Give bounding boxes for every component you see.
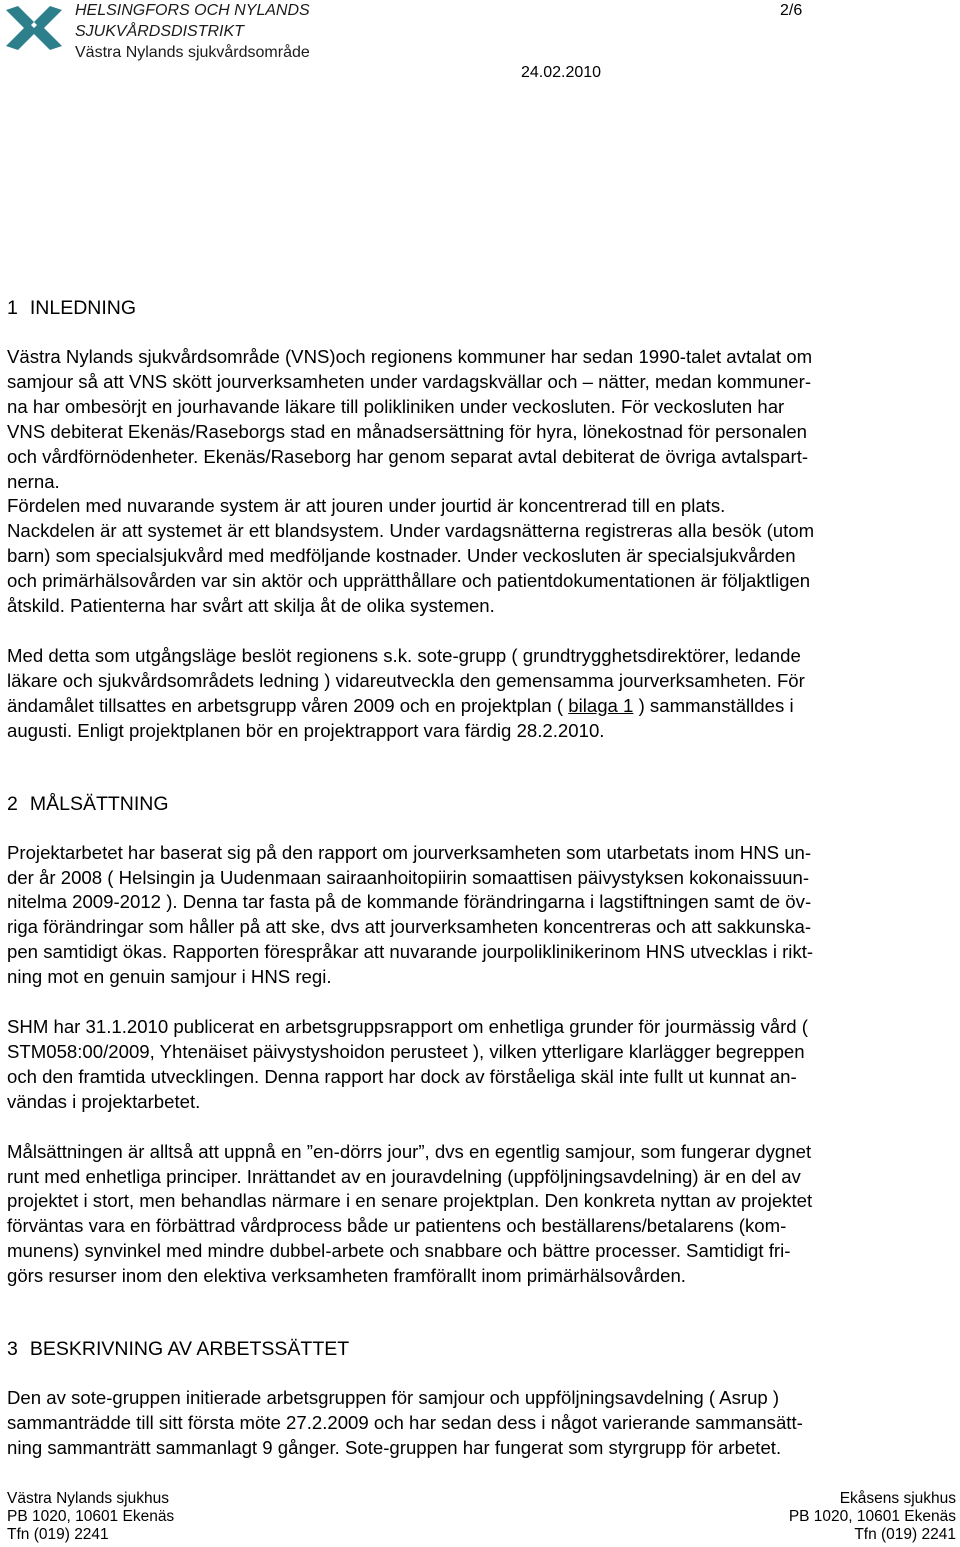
org-line-3: Västra Nylands sjukvårdsområde [75,44,310,61]
document-date: 24.02.2010 [521,64,602,81]
bilaga-1-link[interactable]: bilaga 1 [568,694,634,716]
section-1-paragraph-2: Med detta som utgångsläge beslöt regionens s.k. sote-grupp ( grundtrygghetsdirektörer, ledande läkare och sjukvårdsområdets ledning ) vidareutveckla den gemensamma jourverksamheten. För ändamålet tillsattes en arbetsgrupp våren 2009 och en projektplan ( bilaga 1 ) sammanställdes i augusti. Enligt projektplanen bör en projektrapport vara färdig 28.2.2010. [7,644,805,741]
section-2-paragraph-1: Projektarbetet har baserat sig på den rapport om jourverksamheten som utarbetats inom HNS un- der år 2008 ( Helsingin ja Uudenmaan sairaanhoitopiirin somaattisen päivystyksen kokonaissuun- nitelma 2009-2012 ). Denna tar fasta på de kommande förändringarna i lagstiftningen samt de öv- riga förändringar som håller på att ske, dvs att jourverksamheten koncentreras och att sakkunska- pen samtidigt ökas. Rapporten förespråkar att nuvarande jourpoliklinikerinom HNS utvecklas i rikt- ning mot en genuin samjour i HNS regi. [7,841,814,988]
footer-left-address: Västra Nylands sjukhus PB 1020, 10601 Ekenäs Tfn (019) 2241 [7,1490,175,1543]
section-3-paragraph-1: Den av sote-gruppen initierade arbetsgruppen för samjour och uppföljningsavdelning ( Asrup ) sammanträdde till sitt första möte 27.2.2009 och har sedan dess i något varierande sammansätt- ning sammanträtt sammanlagt 9 gånger. Sote-gruppen har fungerat som styrgrupp för arbetet. [7,1387,803,1458]
footer-right-address: Ekåsens sjukhus PB 1020, 10601 Ekenäs Tfn (019) 2241 [788,1490,956,1543]
document-body [7,296,953,1461]
section-1-heading: 1 INLEDNING [7,297,137,319]
organization-name [75,0,310,63]
section-1-paragraph-1: Västra Nylands sjukvårdsområde (VNS)och regionens kommuner har sedan 1990-talet avtalat om samjour så att VNS skött jourverksamheten under vardagskvällar och – nätter, medan kommuner- na har ombesörjt en jourhavande läkare till polikliniken under veckosluten. För veckosluten har VNS debiterat Ekenäs/Raseborgs stad en månadsersättning för hyra, lönekostnad för personalen och vårdförnödenheter. Ekenäs/Raseborg har genom separat avtal debiterat de övriga avtalspart- nerna. Fördelen med nuvarande system är att jouren under jourtid är koncentrerad till en plats. Nackdelen är att systemet är ett blandsystem. Under vardagsnätterna registreras alla besök (utom barn) som specialsjukvård med medföljande kostnader. Under veckosluten är specialsjukvården och primärhälsovården var sin aktör och upprätthållare och patientdokumentationen är följaktligen åtskild. Patienterna har svårt att skilja åt de olika systemen. [7,346,815,617]
hns-cross-logo-icon [4,4,64,52]
page-number: 2/6 [780,2,803,19]
section-3-heading: 3 BESKRIVNING AV ARBETSSÄTTET [7,1338,350,1361]
section-2-paragraph-2: SHM har 31.1.2010 publicerat en arbetsgruppsrapport om enhetliga grunder för jourmässig vård ( STM058:00/2009, Yhtenäiset päivystyshoidon perusteet ), vilken ytterligare klarlägger begreppen och den framtida utvecklingen. Denna rapport har dock av förståeliga skäl inte fullt ut kunnat an- vändas i projektarbetet. [7,1016,809,1112]
org-line-1: HELSINGFORS OCH NYLANDS [75,2,310,19]
section-2-paragraph-3: Målsättningen är alltså att uppnå en ”en-dörrs jour”, dvs en egentlig samjour, som fungerar dygnet runt med enhetliga principer. Inrättandet av en jouravdelning (uppföljningsavdelning) är en del av projektet i stort, men behandlas närmare i en senare projektplan. Den konkreta nyttan av projektet förväntas vara en förbättrad vårdprocess både ur patientens och beställarens/betalarens (kom- munens) synvinkel med mindre dubbel-arbete och snabbare och bättre processer. Samtidigt fri- görs resurser inom den elektiva verksamheten framförallt inom primärhälsovården. [7,1140,813,1287]
org-line-2: SJUKVÅRDSDISTRIKT [75,23,244,40]
section-2-heading: 2 MÅLSÄTTNING [7,792,169,815]
